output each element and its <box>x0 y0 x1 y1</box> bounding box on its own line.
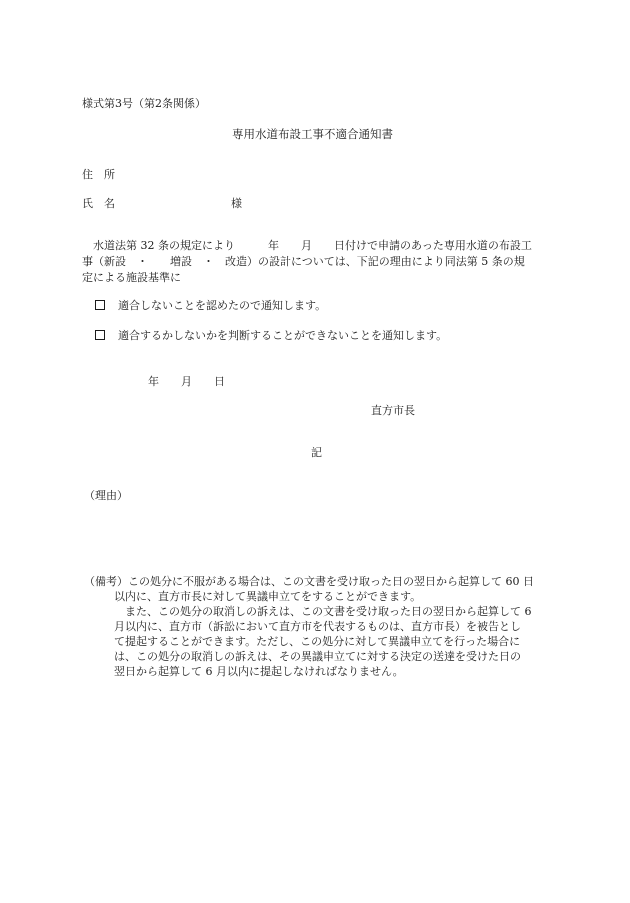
remarks-line: て提起することができます。ただし、この処分に対して異議申立てを行った場合に <box>114 635 521 648</box>
remarks-line: 以内に、直方市長に対して異議申立てをすることができます。 <box>114 590 422 603</box>
option-label: 適合しないことを認めたので通知します。 <box>118 299 327 312</box>
ki-heading: 記 <box>311 446 322 459</box>
option-undeterminable <box>95 328 447 343</box>
issuer: 直方市長 <box>371 404 415 417</box>
remarks-line: また、この処分の取消しの訴えは、この文書を受け取った日の翌日から起算して 6 <box>125 605 532 618</box>
address-label: 住 所 <box>82 168 115 181</box>
remarks <box>84 574 554 679</box>
name-label: 氏 名 <box>82 197 115 210</box>
checkbox-icon[interactable] <box>95 330 105 340</box>
remarks-line: （備考）この処分に不服がある場合は、この文書を受け取った日の翌日から起算して 60 日 <box>84 575 534 588</box>
body-line: 定による施設基準に <box>82 271 181 284</box>
body-line: 水道法第 32 条の規定により 年 月 日付けで申請のあった専用水道の布設工 <box>93 239 532 252</box>
form-number: 様式第3号（第2条関係） <box>82 97 206 110</box>
remarks-line: は、この処分の取消しの訴えは、その異議申立てに対する決定の送達を受けた日の <box>114 650 521 663</box>
checkbox-icon[interactable] <box>95 300 105 310</box>
remarks-line: 月以内に、直方市（訴訟において直方市を代表するものは、直方市長）を被告とし <box>114 620 521 633</box>
reason-label: （理由） <box>84 489 128 502</box>
remarks-line: 翌日から起算して 6 月以内に提起しなければなりません。 <box>114 665 404 678</box>
body-line: 事（新設 ・ 増設 ・ 改造）の設計については、下記の理由により同法第 5 条の規 <box>82 255 525 268</box>
option-not-compliant <box>95 298 326 313</box>
body-paragraph <box>82 238 557 286</box>
document-title: 専用水道布設工事不適合通知書 <box>232 127 393 141</box>
honorific: 様 <box>231 197 242 210</box>
date-line: 年 月 日 <box>148 375 225 388</box>
option-label: 適合するかしないかを判断することができないことを通知します。 <box>118 329 448 342</box>
